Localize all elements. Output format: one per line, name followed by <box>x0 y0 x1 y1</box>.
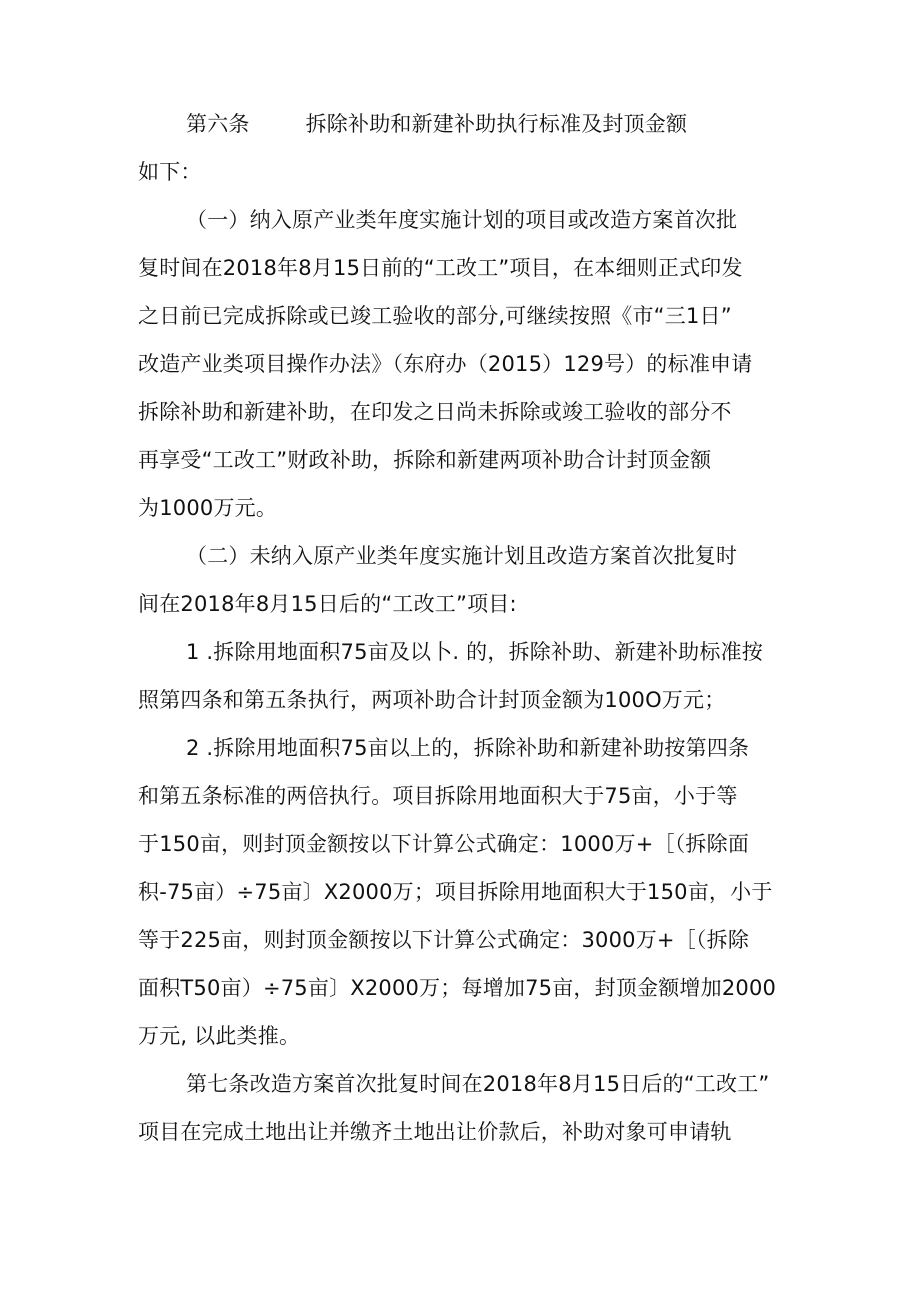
paragraph-line: 再享受“工改工”财政补助，拆除和新建两项补助合计封顶金额 <box>138 448 712 472</box>
document-body <box>138 100 798 1156</box>
paragraph-line: 照第四条和第五条执行，两项补助合计封顶金额为100O万元； <box>138 688 726 712</box>
article-6-title: 拆除补助和新建补助执行标准及封顶金额 <box>305 112 688 136</box>
paragraph-line: 面积T50亩）÷75亩〕X2000万；每增加75亩，封顶金额增加2000 <box>138 976 777 1000</box>
paragraph-line: （一）纳入原产业类年度实施计划的项目或改造方案首次批 <box>186 208 738 232</box>
paragraph-line: 和第五条标准的两倍执行。项目拆除用地面积大于75亩，小于等 <box>138 784 738 808</box>
paragraph-line: 于150亩，则封顶金额按以下计算公式确定：1000万+［（拆除面 <box>138 832 750 856</box>
paragraph-line: 积-75亩）÷75亩〕X2000万；项目拆除用地面积大于150亩，小于 <box>138 880 773 904</box>
paragraph-line: 之日前已完成拆除或已竣工验收的部分,可继续按照《市“三1日” <box>138 304 732 328</box>
paragraph-line: 1 .拆除用地面积75亩及以卜. 的，拆除补助、新建补助标准按 <box>186 640 763 664</box>
paragraph-line: 为1000万元。 <box>138 496 278 520</box>
article-6-label: 第六条 <box>186 112 250 136</box>
article-6-heading <box>138 100 798 148</box>
paragraph-line: 如下： <box>138 160 202 184</box>
paragraph-line: 复时间在2018年8月15日前的“工改工”项目，在本细则正式印发 <box>138 256 743 280</box>
paragraph-line: 等于225亩，则封顶金额按以下计算公式确定：3000万+［（拆除 <box>138 928 750 952</box>
paragraph-line: 改造产业类项目操作办法》（东府办（2015）129号）的标准申请 <box>138 352 753 376</box>
paragraph-line: 万元, 以此类推。 <box>138 1024 301 1048</box>
paragraph-line: 间在2018年8月15日后的“工改工”项目: <box>138 592 517 616</box>
paragraph-line: 第七条改造方案首次批复时间在2018年8月15日后的“工改工” <box>186 1072 770 1096</box>
paragraph-line: 项目在完成土地出让并缴齐土地出让价款后，补助对象可申请轨 <box>138 1120 732 1144</box>
paragraph-line: （二）未纳入原产业类年度实施计划且改造方案首次批复时 <box>186 544 738 568</box>
paragraph-line: 2 .拆除用地面积75亩以上的，拆除补助和新建补助按第四条 <box>186 736 750 760</box>
paragraph-line: 拆除补助和新建补助，在印发之日尚未拆除或竣工验收的部分不 <box>138 400 732 424</box>
